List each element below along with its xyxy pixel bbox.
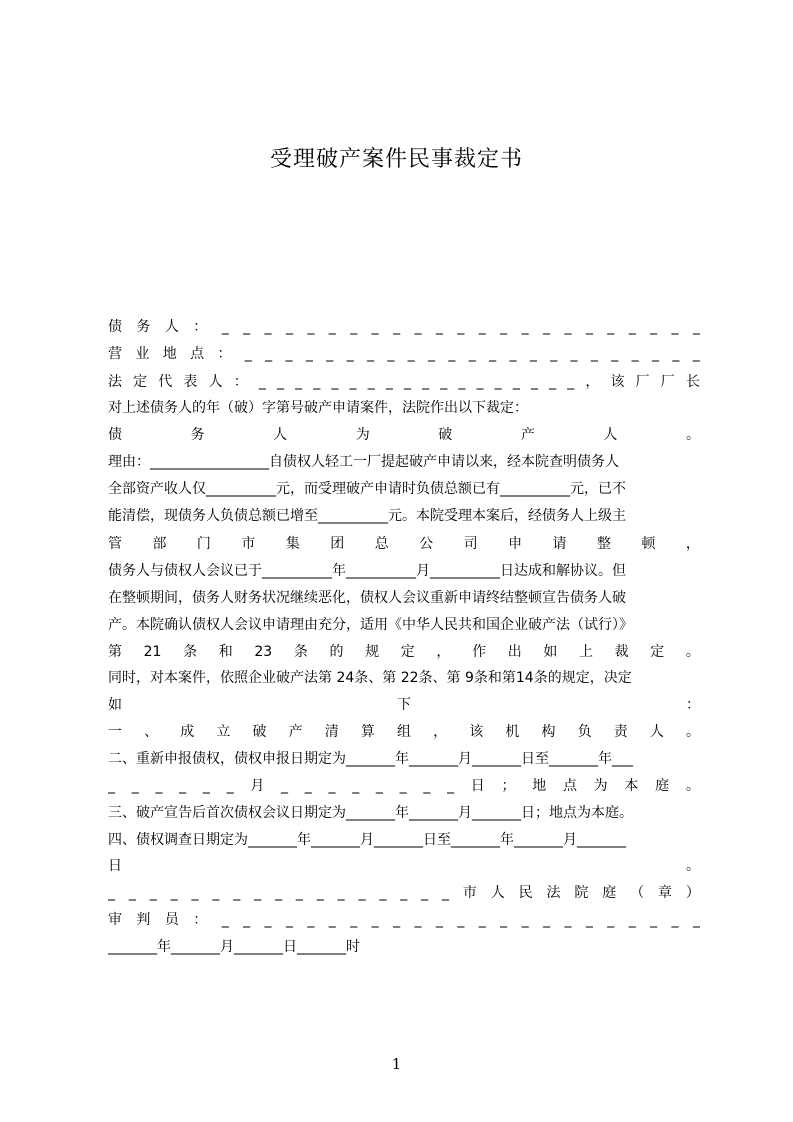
line-reason-1: 理由：_________________自债权人轻工一厂提起破产申请以来，经本院查明债务人 bbox=[108, 454, 619, 470]
line-court-seal: _ _ _ _ _ _ _ _ _ _ _ _ _ _ _ _ _ 市 人 民 法 院 庭 （ 章 ） bbox=[108, 885, 700, 901]
line-reason-2: 全部资产收人仅__________元，而受理破产申请时负债总额已有__________元，已不 bbox=[108, 481, 626, 497]
line-item-3: 三、破产宣告后首次债权会议日期定为_______年_______月_______日；地点为本庭。 bbox=[108, 805, 633, 821]
line-legal-rep: 法 定 代 表 人 ： _ _ _ _ _ _ _ _ _ _ _ _ _ _ _ _ _ _ ， 该 厂 厂 长 bbox=[108, 374, 700, 390]
line-item-2: 二、重新申报债权，债权申报日期定为_______年_______月_______日至_______年___ bbox=[108, 751, 633, 767]
page-number: 1 bbox=[391, 1055, 402, 1073]
line-business-address: 营 业 地 点 ： _ _ _ _ _ _ _ _ _ _ _ _ _ _ _ _ _ _ _ _ _ _ _ bbox=[108, 346, 700, 362]
line-item-4-cont: 日 。 bbox=[108, 858, 700, 874]
line-ruling: 债 务 人 为 破 产 人 。 bbox=[108, 427, 700, 443]
line-reason-4: 管 部 门 市 集 团 总 公 司 申 请 整 顿 ， bbox=[108, 536, 700, 552]
line-item-1: 一 、 成 立 破 产 清 算 组 ， 该 机 构 负 责 人 。 bbox=[108, 724, 700, 740]
line-case-intro: 对上述债务人的年（破）字第号破产申请案件，法院作出以下裁定： bbox=[108, 400, 528, 416]
line-judge: 审 判 员 ： _ _ _ _ _ _ _ _ _ _ _ _ _ _ _ _ _ _ _ _ _ _ _ bbox=[108, 912, 700, 928]
line-reason-3: 能清偿，现债务人负债总额已增至__________元。本院受理本案后，经债务人上级主 bbox=[108, 508, 626, 524]
line-debtor: 债 务 人 ： _ _ _ _ _ _ _ _ _ _ _ _ _ _ _ _ _ _ _ _ _ _ _ bbox=[108, 319, 700, 335]
line-date-time: _______年_______月_______日_______时 bbox=[108, 939, 360, 955]
line-reason-7: 产。本院确认债权人会议申请理由充分，适用《中华人民共和国企业破产法（试行）》 bbox=[108, 617, 633, 633]
line-item-4: 四、债权调查日期定为_______年_______月_______日至_______年_______月_______ bbox=[108, 832, 626, 848]
line-reason-5: 债务人与债权人会议已于__________年__________月__________日达成和解协议。但 bbox=[108, 563, 626, 579]
line-reason-8: 第 21 条 和 23 条 的 规 定 ， 作 出 如 上 裁 定 。 bbox=[108, 644, 700, 660]
line-decision-intro: 同时，对本案件，依照企业破产法第 24条、第 22条、第 9条和第14条的规定，决定 bbox=[108, 670, 632, 686]
line-reason-6: 在整顿期间，债务人财务状况继续恶化，债权人会议重新申请终结整顿宣告债务人破 bbox=[108, 590, 626, 606]
line-as-follows: 如 下 ： bbox=[108, 697, 700, 713]
line-item-2-cont: _ _ _ _ _ _ 月 _ _ _ _ _ _ _ _ 日 ； 地 点 为 本 庭 。 bbox=[108, 778, 700, 794]
document-title: 受理破产案件民事裁定书 bbox=[269, 147, 523, 172]
